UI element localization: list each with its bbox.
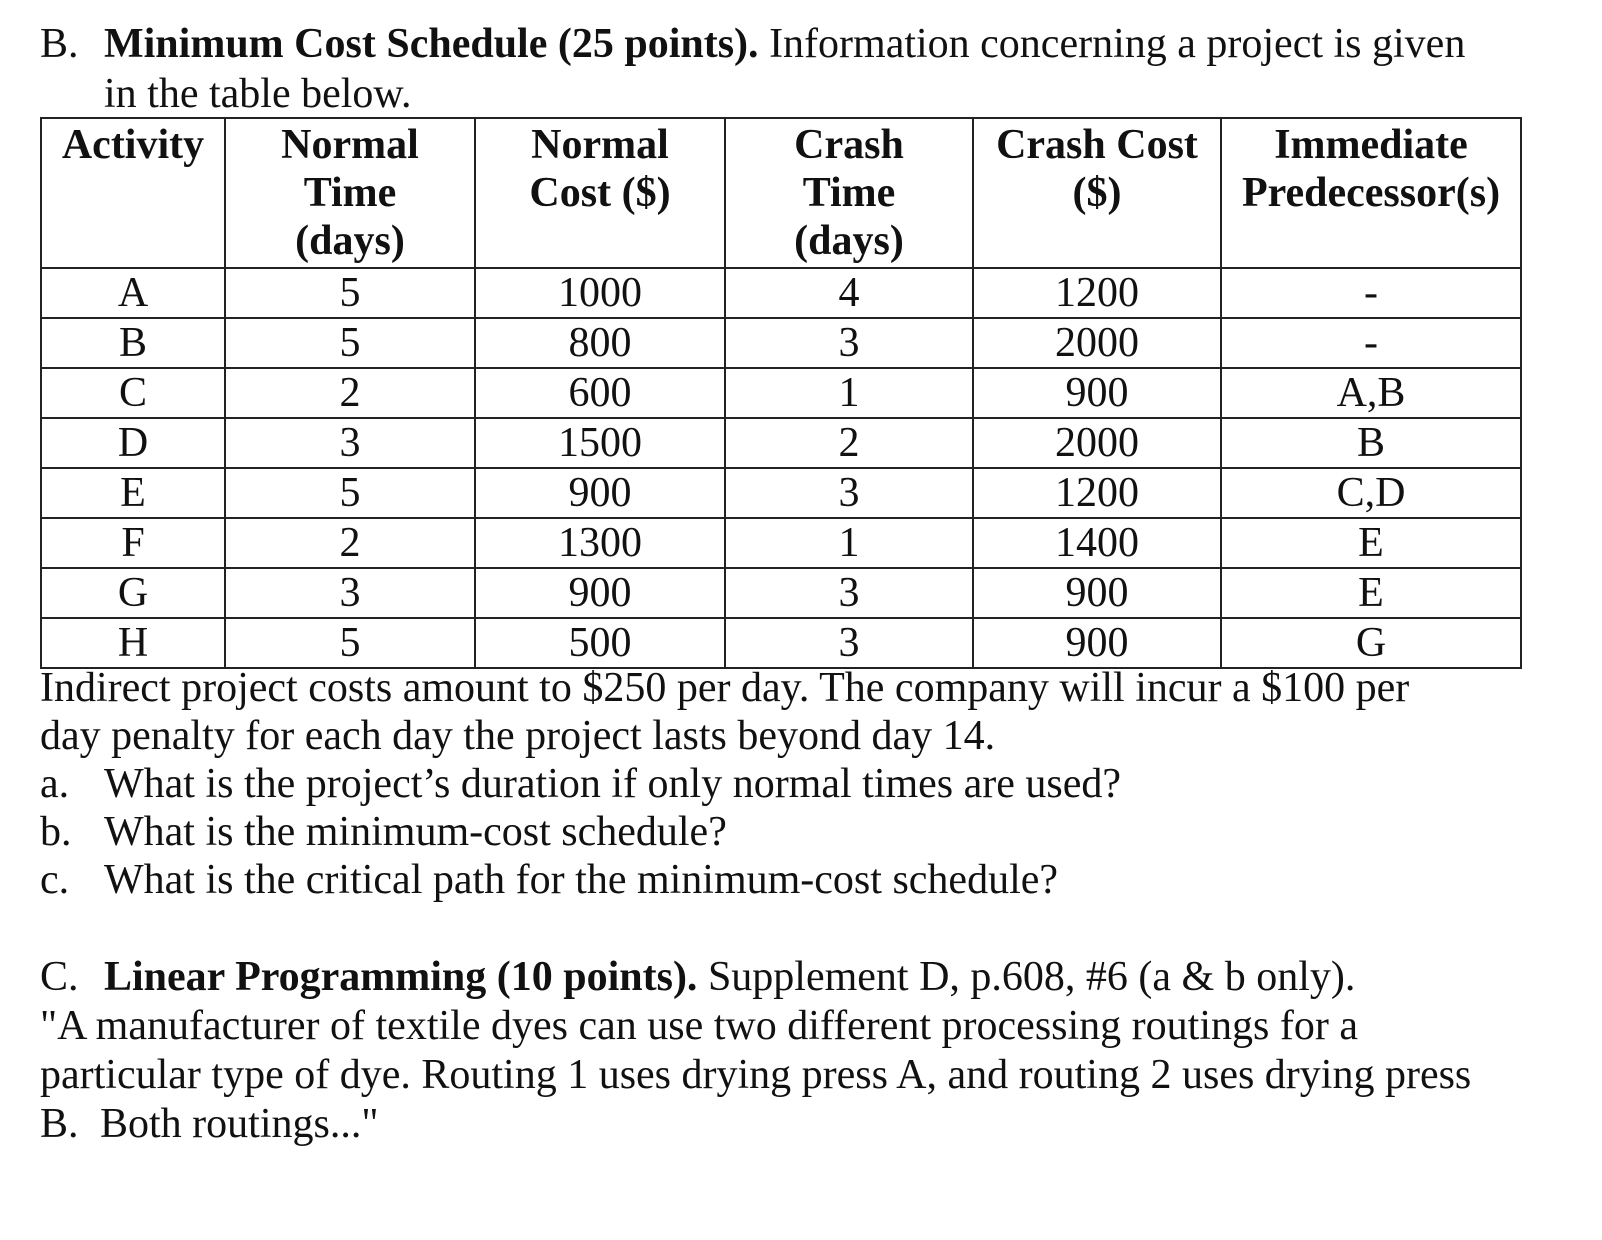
header-predecessors: Immediate Predecessor(s): [1221, 118, 1521, 268]
cell-normal-time: 5: [225, 468, 475, 518]
cell-predecessors: E: [1221, 568, 1521, 618]
cell-activity: E: [41, 468, 225, 518]
cell-normal-time: 5: [225, 618, 475, 668]
cell-activity: F: [41, 518, 225, 568]
header-activity: Activity: [41, 118, 225, 268]
table-row: [41, 368, 1521, 418]
project-activity-table: [40, 117, 1522, 669]
cell-normal-cost: 1000: [475, 268, 725, 318]
cell-normal-cost: 900: [475, 468, 725, 518]
section-b-title: Minimum Cost Schedule (25 points).: [104, 21, 759, 67]
cell-normal-cost: 900: [475, 568, 725, 618]
section-b-marker: B.: [40, 21, 79, 67]
quote-line3-text: Both routings...": [100, 1101, 379, 1147]
section-c-quote-line1: "A manufacturer of textile dyes can use two different processing routings for a: [40, 1003, 1358, 1049]
section-c-reference: Supplement D, p.608, #6 (a & b only).: [697, 954, 1356, 1000]
question-marker: c.: [40, 857, 70, 903]
section-c-heading: [40, 953, 1355, 1001]
table-row: [41, 318, 1521, 368]
cell-normal-time: 3: [225, 418, 475, 468]
cell-crash-cost: 2000: [973, 418, 1221, 468]
cell-normal-cost: 600: [475, 368, 725, 418]
cell-activity: H: [41, 618, 225, 668]
cell-normal-cost: 800: [475, 318, 725, 368]
cell-normal-time: 5: [225, 318, 475, 368]
section-c-marker: C.: [40, 954, 79, 1000]
cell-crash-cost: 1200: [973, 268, 1221, 318]
cell-activity: A: [41, 268, 225, 318]
cell-crash-cost: 900: [973, 618, 1221, 668]
cell-crash-time: 1: [725, 518, 973, 568]
cell-crash-time: 4: [725, 268, 973, 318]
cell-predecessors: C,D: [1221, 468, 1521, 518]
section-c-quote-line2: particular type of dye. Routing 1 uses drying press A, and routing 2 uses drying press: [40, 1052, 1472, 1098]
table-row: [41, 418, 1521, 468]
quote-line3-marker: B.: [40, 1101, 79, 1147]
cell-predecessors: -: [1221, 268, 1521, 318]
cell-crash-cost: 900: [973, 368, 1221, 418]
section-b-heading: [40, 20, 1465, 68]
cell-crash-time: 3: [725, 618, 973, 668]
section-c-quote-line3: [40, 1100, 379, 1148]
cell-crash-time: 3: [725, 568, 973, 618]
header-normal-cost: Normal Cost ($): [475, 118, 725, 268]
cell-activity: C: [41, 368, 225, 418]
cell-crash-cost: 1200: [973, 468, 1221, 518]
question-text: What is the project’s duration if only normal times are used?: [104, 761, 1122, 807]
question-text: What is the minimum-cost schedule?: [104, 809, 727, 855]
question-text: What is the critical path for the minimum-cost schedule?: [104, 857, 1059, 903]
cell-crash-cost: 2000: [973, 318, 1221, 368]
table-row: [41, 468, 1521, 518]
cell-activity: B: [41, 318, 225, 368]
section-b-intro-line2: in the table below.: [104, 71, 412, 117]
cell-crash-time: 3: [725, 468, 973, 518]
cell-normal-cost: 1500: [475, 418, 725, 468]
cell-normal-time: 2: [225, 518, 475, 568]
cell-predecessors: B: [1221, 418, 1521, 468]
table-header-row: [41, 118, 1521, 268]
cell-normal-time: 2: [225, 368, 475, 418]
question-c: [40, 856, 1058, 904]
cell-normal-time: 3: [225, 568, 475, 618]
cell-predecessors: G: [1221, 618, 1521, 668]
cell-crash-cost: 900: [973, 568, 1221, 618]
cell-crash-time: 3: [725, 318, 973, 368]
cell-normal-time: 5: [225, 268, 475, 318]
header-normal-time: Normal Time (days): [225, 118, 475, 268]
question-b: [40, 808, 727, 856]
question-marker: b.: [40, 809, 72, 855]
cell-activity: D: [41, 418, 225, 468]
question-a: [40, 760, 1121, 808]
cell-normal-cost: 1300: [475, 518, 725, 568]
indirect-costs-line1: Indirect project costs amount to $250 per day. The company will incur a $100 per: [40, 665, 1410, 711]
table-row: [41, 268, 1521, 318]
cell-crash-time: 2: [725, 418, 973, 468]
cell-activity: G: [41, 568, 225, 618]
table-row: [41, 518, 1521, 568]
header-crash-time: Crash Time (days): [725, 118, 973, 268]
cell-normal-cost: 500: [475, 618, 725, 668]
question-marker: a.: [40, 761, 70, 807]
cell-predecessors: E: [1221, 518, 1521, 568]
cell-crash-cost: 1400: [973, 518, 1221, 568]
header-crash-cost: Crash Cost ($): [973, 118, 1221, 268]
cell-crash-time: 1: [725, 368, 973, 418]
indirect-costs-line2: day penalty for each day the project lasts beyond day 14.: [40, 713, 996, 759]
table-row: [41, 618, 1521, 668]
cell-predecessors: A,B: [1221, 368, 1521, 418]
cell-predecessors: -: [1221, 318, 1521, 368]
section-b-intro: Information concerning a project is given: [758, 21, 1466, 67]
section-c-title: Linear Programming (10 points).: [104, 954, 698, 1000]
table-row: [41, 568, 1521, 618]
